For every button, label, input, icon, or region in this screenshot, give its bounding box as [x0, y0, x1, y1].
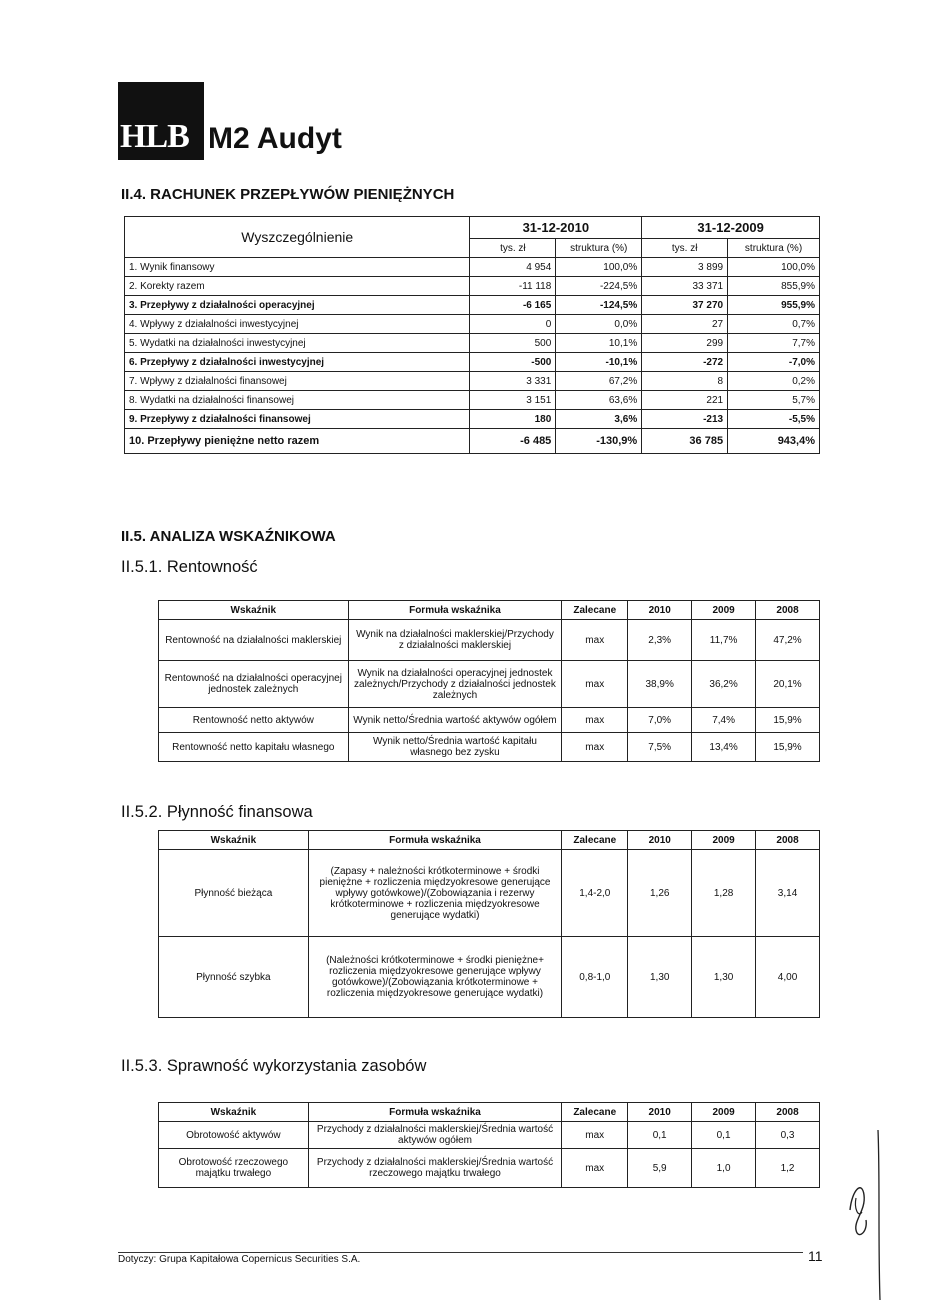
cashflow-value-2009: 299 — [642, 334, 728, 353]
cashflow-share-2010: -10,1% — [556, 353, 642, 372]
company-logo — [118, 82, 204, 160]
ratio-y2010: 38,9% — [628, 661, 692, 708]
cashflow-row-label: 10. Przepływy pieniężne netto razem — [125, 429, 470, 454]
ratio-rec: max — [562, 708, 628, 733]
cashflow-share-2009: -5,5% — [728, 410, 820, 429]
ratio-name: Płynność szybka — [159, 937, 309, 1018]
cashflow-period-2009: 31-12-2009 — [642, 217, 820, 239]
ratio-name: Obrotowość rzeczowego majątku trwałego — [159, 1149, 309, 1188]
ratio-y2010: 0,1 — [628, 1122, 692, 1149]
table-row — [125, 277, 820, 296]
ratio-name: Rentowność netto aktywów — [159, 708, 349, 733]
ratio-rec: 0,8-1,0 — [562, 937, 628, 1018]
column-header: 2010 — [628, 831, 692, 850]
cashflow-share-2010: -124,5% — [556, 296, 642, 315]
table-row — [125, 391, 820, 410]
cashflow-value-2010: 4 954 — [470, 258, 556, 277]
cashflow-share-2009: 955,9% — [728, 296, 820, 315]
ratio-y2010: 1,30 — [628, 937, 692, 1018]
ratio-y2008: 15,9% — [756, 708, 820, 733]
ratio-rec: max — [562, 733, 628, 762]
column-header: Wskaźnik — [159, 1103, 309, 1122]
cashflow-value-2009: 37 270 — [642, 296, 728, 315]
ratio-y2009: 0,1 — [692, 1122, 756, 1149]
cashflow-row-label: 4. Wpływy z działalności inwestycyjnej — [125, 315, 470, 334]
cashflow-value-2009: -272 — [642, 353, 728, 372]
footer-rule — [118, 1252, 803, 1253]
column-header: Wskaźnik — [159, 601, 349, 620]
table-row — [125, 334, 820, 353]
cashflow-value-2010: -6 165 — [470, 296, 556, 315]
column-header: 2009 — [692, 1103, 756, 1122]
cashflow-share-2009: 0,2% — [728, 372, 820, 391]
table-row — [159, 733, 820, 762]
column-header: 2008 — [756, 1103, 820, 1122]
ratio-rec: max — [562, 661, 628, 708]
ratio-rec: max — [562, 1149, 628, 1188]
ratio-formula: Wynik na działalności operacyjnej jednostek zależnych/Przychody z działalności jednostek zależnych — [348, 661, 562, 708]
cashflow-share-2009: 855,9% — [728, 277, 820, 296]
table-row — [159, 850, 820, 937]
profitability-table — [158, 600, 820, 762]
cashflow-share-2009: 0,7% — [728, 315, 820, 334]
column-header: Zalecane — [562, 601, 628, 620]
cashflow-share-2009: 943,4% — [728, 429, 820, 454]
logo-mark: HLB — [120, 118, 189, 155]
cashflow-value-2010: -500 — [470, 353, 556, 372]
table-row — [159, 1122, 820, 1149]
cashflow-share-2010: -224,5% — [556, 277, 642, 296]
logo-name: M2 Audyt — [208, 122, 342, 155]
ratio-y2009: 1,28 — [692, 850, 756, 937]
ratio-formula: Wynik netto/Średnia wartość aktywów ogółem — [348, 708, 562, 733]
column-header: 2008 — [756, 831, 820, 850]
column-header: Wskaźnik — [159, 831, 309, 850]
column-header: Zalecane — [562, 1103, 628, 1122]
section-heading-ratios: II.5. ANALIZA WSKAŹNIKOWA — [121, 528, 336, 545]
ratio-y2009: 13,4% — [692, 733, 756, 762]
cashflow-share-2010: 10,1% — [556, 334, 642, 353]
cashflow-subheader: tys. zł — [470, 239, 556, 258]
cashflow-row-label: 8. Wydatki na działalności finansowej — [125, 391, 470, 410]
ratio-formula: (Zapasy + należności krótkoterminowe + środki pieniężne + rozliczenia międzyokresowe generujące wpływy gotówkowe)/(Zobowiązania i rezerwy krótkoterminowe + rozliczenia międzyokresowe generujące wydatki) — [308, 850, 562, 937]
ratio-y2010: 2,3% — [628, 620, 692, 661]
ratio-y2008: 47,2% — [756, 620, 820, 661]
page-number: 11 — [808, 1248, 823, 1264]
column-header: Zalecane — [562, 831, 628, 850]
table-row — [125, 296, 820, 315]
cashflow-value-2010: 180 — [470, 410, 556, 429]
ratio-y2008: 20,1% — [756, 661, 820, 708]
table-row — [125, 429, 820, 454]
cashflow-value-2010: 500 — [470, 334, 556, 353]
cashflow-value-2010: -11 118 — [470, 277, 556, 296]
cashflow-value-2009: 8 — [642, 372, 728, 391]
table-row — [159, 661, 820, 708]
cashflow-share-2010: 3,6% — [556, 410, 642, 429]
ratio-y2010: 7,0% — [628, 708, 692, 733]
cashflow-value-2009: 27 — [642, 315, 728, 334]
subsection-title-profitability: II.5.1. Rentowność — [121, 558, 258, 576]
cashflow-row-label: 2. Korekty razem — [125, 277, 470, 296]
cashflow-row-label: 7. Wpływy z działalności finansowej — [125, 372, 470, 391]
ratio-y2009: 7,4% — [692, 708, 756, 733]
table-row — [125, 353, 820, 372]
cashflow-value-2009: 3 899 — [642, 258, 728, 277]
cashflow-value-2010: -6 485 — [470, 429, 556, 454]
cashflow-share-2010: -130,9% — [556, 429, 642, 454]
ratio-name: Rentowność na działalności operacyjnej jednostek zależnych — [159, 661, 349, 708]
ratio-y2009: 1,0 — [692, 1149, 756, 1188]
cashflow-value-2009: 221 — [642, 391, 728, 410]
footer-text: Dotyczy: Grupa Kapitałowa Copernicus Securities S.A. — [118, 1254, 361, 1265]
cashflow-subheader: tys. zł — [642, 239, 728, 258]
handwritten-signature — [842, 1120, 902, 1310]
cashflow-share-2009: 7,7% — [728, 334, 820, 353]
column-header: Formuła wskaźnika — [308, 831, 562, 850]
ratio-y2009: 1,30 — [692, 937, 756, 1018]
ratio-y2010: 5,9 — [628, 1149, 692, 1188]
cashflow-value-2010: 3 151 — [470, 391, 556, 410]
cashflow-row-label: 6. Przepływy z działalności inwestycyjnej — [125, 353, 470, 372]
column-header: 2008 — [756, 601, 820, 620]
cashflow-subheader: struktura (%) — [556, 239, 642, 258]
ratio-y2008: 3,14 — [756, 850, 820, 937]
section-heading-cashflow: II.4. RACHUNEK PRZEPŁYWÓW PIENIĘŻNYCH — [121, 186, 455, 203]
cashflow-header-label: Wyszczególnienie — [125, 217, 470, 258]
table-row — [159, 620, 820, 661]
cashflow-value-2009: 33 371 — [642, 277, 728, 296]
ratio-formula: Wynik netto/Średnia wartość kapitału własnego bez zysku — [348, 733, 562, 762]
subsection-title-liquidity: II.5.2. Płynność finansowa — [121, 803, 313, 821]
cashflow-table — [124, 216, 820, 454]
ratio-y2008: 4,00 — [756, 937, 820, 1018]
efficiency-table — [158, 1102, 820, 1188]
cashflow-row-label: 1. Wynik finansowy — [125, 258, 470, 277]
liquidity-table — [158, 830, 820, 1018]
table-row — [125, 410, 820, 429]
cashflow-value-2010: 3 331 — [470, 372, 556, 391]
ratio-formula: Wynik na działalności maklerskiej/Przychody z działalności maklerskiej — [348, 620, 562, 661]
cashflow-value-2010: 0 — [470, 315, 556, 334]
cashflow-value-2009: -213 — [642, 410, 728, 429]
column-header: 2010 — [628, 601, 692, 620]
table-header-row — [159, 1103, 820, 1122]
cashflow-share-2009: 100,0% — [728, 258, 820, 277]
ratio-y2008: 15,9% — [756, 733, 820, 762]
ratio-formula: (Należności krótkoterminowe + środki pieniężne+ rozliczenia międzyokresowe generujące wpływy gotówkowe)/(Zobowiązania krótkoterminowe + rozliczenia międzyokresowe generujące wydatki) — [308, 937, 562, 1018]
column-header: 2010 — [628, 1103, 692, 1122]
table-header-row — [159, 601, 820, 620]
ratio-rec: 1,4-2,0 — [562, 850, 628, 937]
ratio-formula: Przychody z działalności maklerskiej/Średnia wartość aktywów ogółem — [308, 1122, 562, 1149]
cashflow-row-label: 9. Przepływy z działalności finansowej — [125, 410, 470, 429]
cashflow-value-2009: 36 785 — [642, 429, 728, 454]
cashflow-period-2010: 31-12-2010 — [470, 217, 642, 239]
column-header: 2009 — [692, 831, 756, 850]
cashflow-share-2010: 63,6% — [556, 391, 642, 410]
table-row — [159, 708, 820, 733]
cashflow-row-label: 5. Wydatki na działalności inwestycyjnej — [125, 334, 470, 353]
ratio-name: Rentowność na działalności maklerskiej — [159, 620, 349, 661]
table-row — [125, 372, 820, 391]
cashflow-subheader: struktura (%) — [728, 239, 820, 258]
ratio-y2008: 0,3 — [756, 1122, 820, 1149]
ratio-formula: Przychody z działalności maklerskiej/Średnia wartość rzeczowego majątku trwałego — [308, 1149, 562, 1188]
ratio-y2009: 11,7% — [692, 620, 756, 661]
table-header-row — [159, 831, 820, 850]
cashflow-share-2009: 5,7% — [728, 391, 820, 410]
table-row — [125, 258, 820, 277]
cashflow-share-2010: 0,0% — [556, 315, 642, 334]
table-row — [159, 1149, 820, 1188]
ratio-name: Płynność bieżąca — [159, 850, 309, 937]
table-row — [125, 315, 820, 334]
column-header: Formuła wskaźnika — [308, 1103, 562, 1122]
ratio-y2010: 1,26 — [628, 850, 692, 937]
column-header: 2009 — [692, 601, 756, 620]
subsection-title-efficiency: II.5.3. Sprawność wykorzystania zasobów — [121, 1057, 427, 1075]
cashflow-share-2010: 100,0% — [556, 258, 642, 277]
column-header: Formuła wskaźnika — [348, 601, 562, 620]
cashflow-row-label: 3. Przepływy z działalności operacyjnej — [125, 296, 470, 315]
ratio-y2008: 1,2 — [756, 1149, 820, 1188]
ratio-name: Rentowność netto kapitału własnego — [159, 733, 349, 762]
cashflow-share-2010: 67,2% — [556, 372, 642, 391]
ratio-y2009: 36,2% — [692, 661, 756, 708]
ratio-rec: max — [562, 1122, 628, 1149]
cashflow-share-2009: -7,0% — [728, 353, 820, 372]
ratio-name: Obrotowość aktywów — [159, 1122, 309, 1149]
table-row — [159, 937, 820, 1018]
ratio-y2010: 7,5% — [628, 733, 692, 762]
ratio-rec: max — [562, 620, 628, 661]
